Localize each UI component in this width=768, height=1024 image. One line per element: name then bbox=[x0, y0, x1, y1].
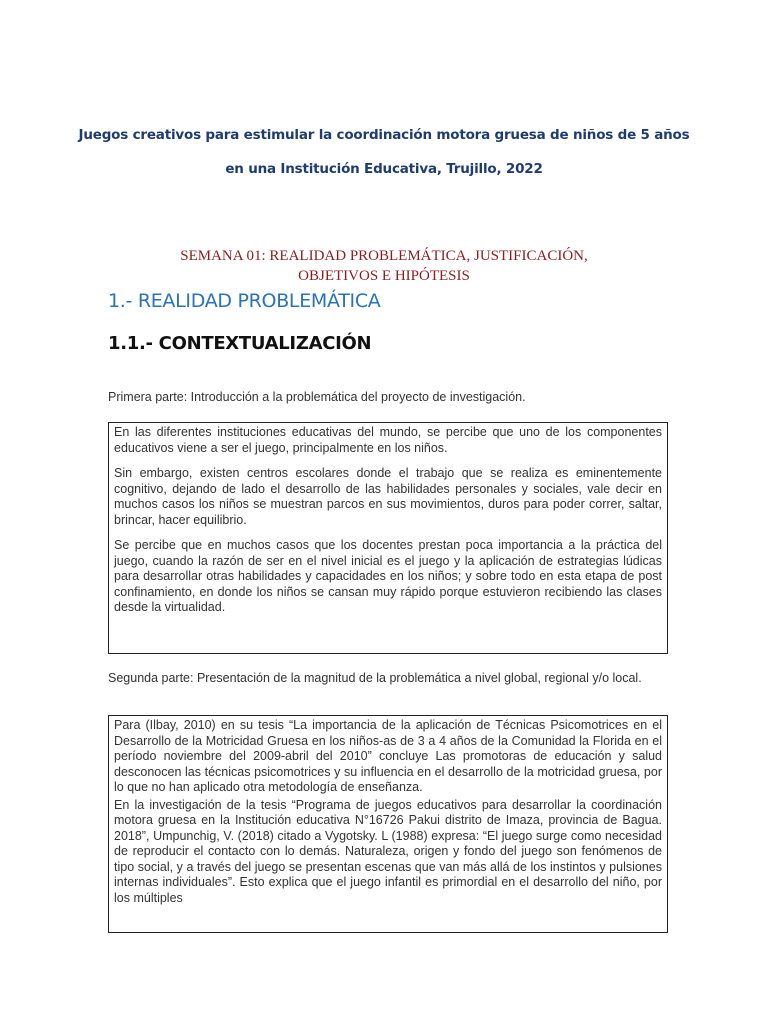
magnitude-paragraph: Para (Ilbay, 2010) en su tesis “La importancia de la aplicación de Técnicas Psicomotrices en el Desarrollo de la Motricidad Gruesa en los niños-as de 3 a 4 años de la Comunidad la Florida en el período noviembre del 2009-abril del 2010” concluye Las promotoras de educación y salud desconocen las técnicas psicomotrices y su influencia en el desarrollo de la motricidad gruesa, por lo que no han aplicado otra metodología de enseñanza. bbox=[114, 718, 662, 794]
intro-paragraph: En las diferentes instituciones educativas del mundo, se percibe que uno de los componentes educativos viene a ser el juego, principalmente en los niños. bbox=[114, 425, 662, 455]
thesis-title-line-1: Juegos creativos para estimular la coordinación motora gruesa de niños de 5 años bbox=[78, 127, 690, 143]
intro-paragraph: Se percibe que en muchos casos que los docentes prestan poca importancia a la práctica del juego, cuando la razón de ser en el nivel inicial es el juego y la aplicación de estrategias lúdicas para desarrollar otras habilidades y capacidades en los niños; y sobre todo en esta etapa de post confinamiento, en donde los niños se cansan muy rápido porque estuvieron recibiendo las clases desde la virtualidad. bbox=[114, 538, 662, 614]
part-one-label: Primera parte: Introducción a la problemática del proyecto de investigación. bbox=[108, 390, 526, 404]
magnitude-box bbox=[108, 715, 668, 933]
thesis-title-line-2: en una Institución Educativa, Trujillo, 2022 bbox=[225, 161, 543, 177]
subsection-heading: 1.1.- CONTEXTUALIZACIÓN bbox=[108, 333, 372, 354]
introduction-box bbox=[108, 422, 668, 654]
week-heading-line-2: OBJETIVOS E HIPÓTESIS bbox=[298, 268, 470, 284]
part-two-label: Segunda parte: Presentación de la magnitud de la problemática a nivel global, regional y/o local. bbox=[108, 671, 642, 685]
section-heading: 1.- REALIDAD PROBLEMÁTICA bbox=[108, 290, 381, 312]
week-heading-line-1: SEMANA 01: REALIDAD PROBLEMÁTICA, JUSTIFICACIÓN, bbox=[180, 248, 588, 264]
magnitude-paragraph: En la investigación de la tesis “Programa de juegos educativos para desarrollar la coordinación motora gruesa en la Institución educativa N°16726 Pakui distrito de Imaza, provincia de Bagua. 2018”, Umpunchig, V. (2018) citado a Vygotsky. L (1988) expresa: “El juego surge como necesidad de reproducir el contacto con lo demás. Naturaleza, origen y fondo del juego son fenómenos de tipo social, y a través del juego se presentan escenas que van más allá de los instintos y pulsiones internas individuales”. Esto explica que el juego infantil es primordial en el desarrollo del niño, por los múltiples bbox=[114, 797, 662, 905]
intro-paragraph: Sin embargo, existen centros escolares donde el trabajo que se realiza es eminentemente cognitivo, dejando de lado el desarrollo de las habilidades personales y sociales, vale decir en muchos casos los niños se muestran parcos en sus movimientos, duros para poder correr, saltar, brincar, hacer equilibrio. bbox=[114, 466, 662, 527]
